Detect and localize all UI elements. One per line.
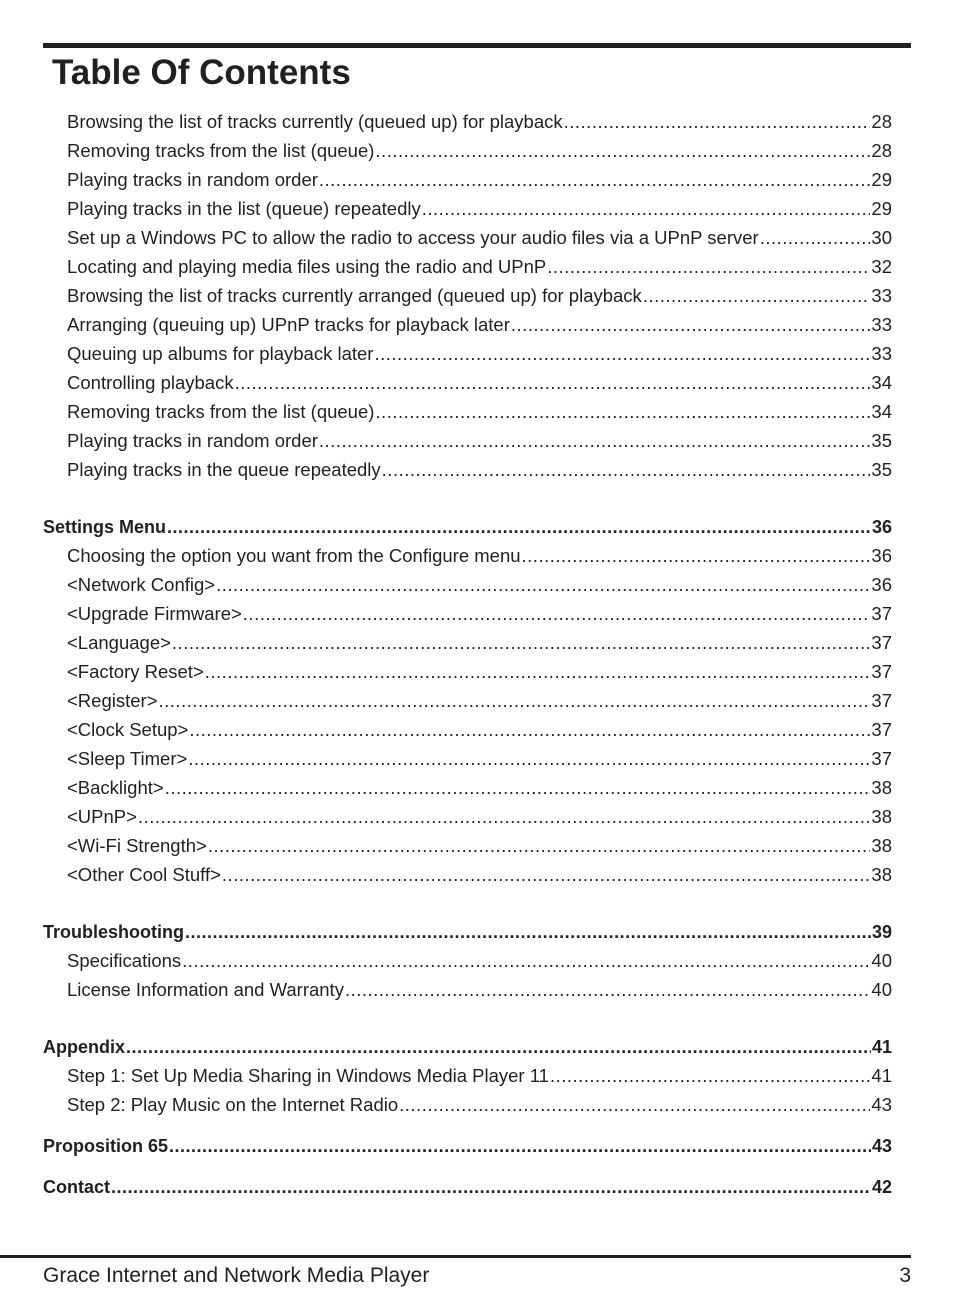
- toc-entry-label: <Other Cool Stuff>: [67, 864, 221, 885]
- dot-leader: [182, 947, 870, 975]
- toc-entry-page-number: 35: [871, 459, 892, 480]
- toc-entry-label: Set up a Windows PC to allow the radio to access your audio files via a UPnP server: [67, 227, 759, 248]
- toc-entry-label: Appendix: [43, 1037, 126, 1057]
- toc-entry-label: <Factory Reset>: [67, 661, 204, 682]
- toc-entry-page-number: 39: [871, 922, 892, 942]
- dot-leader: [235, 369, 871, 397]
- toc-entry[interactable]: [67, 947, 892, 975]
- toc-entry[interactable]: [67, 398, 892, 426]
- toc-entry[interactable]: [67, 427, 892, 455]
- toc-entry[interactable]: [67, 542, 892, 570]
- toc-entry-label: <Sleep Timer>: [67, 748, 188, 769]
- dot-leader: [208, 832, 871, 860]
- toc-entry[interactable]: [67, 1062, 892, 1090]
- dot-leader: [165, 774, 871, 802]
- toc-section-entry[interactable]: [43, 1173, 892, 1201]
- toc-entry-label: <Language>: [67, 632, 171, 653]
- toc-entry-label: Step 2: Play Music on the Internet Radio: [67, 1094, 399, 1115]
- toc-entry-label: Controlling playback: [67, 372, 234, 393]
- toc-entry-page-number: 37: [871, 661, 892, 682]
- toc-entry-label: <Network Config>: [67, 574, 216, 595]
- footer-document-title: Grace Internet and Network Media Player: [43, 1264, 430, 1287]
- dot-leader: [167, 513, 871, 541]
- toc-entry-page-number: 38: [871, 835, 892, 856]
- toc-entry-page-number: 40: [871, 979, 892, 1000]
- toc-entry[interactable]: [67, 1091, 892, 1119]
- dot-leader: [643, 282, 871, 310]
- toc-entry-label: License Information and Warranty: [67, 979, 344, 1000]
- dot-leader: [172, 629, 871, 657]
- toc-entry-label: Step 1: Set Up Media Sharing in Windows Media Player 11: [67, 1065, 549, 1086]
- toc-entry-label: Playing tracks in the queue repeatedly: [67, 459, 381, 480]
- toc-entry-label: Playing tracks in random order: [67, 430, 318, 451]
- toc-entry-label: Proposition 65: [43, 1136, 169, 1156]
- dot-leader: [319, 427, 871, 455]
- toc-entry-label: Queuing up albums for playback later: [67, 343, 374, 364]
- dot-leader: [522, 542, 871, 570]
- dot-leader: [550, 1062, 870, 1090]
- toc-entry-page-number: 37: [871, 719, 892, 740]
- toc-entry-page-number: 30: [871, 227, 892, 248]
- toc-entry-page-number: 38: [871, 777, 892, 798]
- toc-entry-label: <UPnP>: [67, 806, 137, 827]
- toc-entry-page-number: 37: [871, 690, 892, 711]
- toc-entry-label: Choosing the option you want from the Configure menu: [67, 545, 521, 566]
- dot-leader: [760, 224, 871, 252]
- toc-entry-label: Settings Menu: [43, 517, 167, 537]
- toc-entry[interactable]: [67, 745, 892, 773]
- toc-entry-page-number: 40: [871, 950, 892, 971]
- dot-leader: [375, 398, 870, 426]
- dot-leader: [511, 311, 871, 339]
- toc-entry[interactable]: [67, 369, 892, 397]
- toc-entry[interactable]: [67, 774, 892, 802]
- toc-entry-label: Arranging (queuing up) UPnP tracks for playback later: [67, 314, 510, 335]
- toc-entry[interactable]: [67, 456, 892, 484]
- toc-entry[interactable]: [67, 137, 892, 165]
- dot-leader: [205, 658, 871, 686]
- toc-entry-label: <Upgrade Firmware>: [67, 603, 242, 624]
- toc-entry[interactable]: [67, 282, 892, 310]
- dot-leader: [243, 600, 871, 628]
- page-title: Table Of Contents: [52, 53, 351, 92]
- dot-leader: [382, 456, 871, 484]
- toc-entry-page-number: 37: [871, 748, 892, 769]
- dot-leader: [189, 716, 870, 744]
- toc-entry-page-number: 29: [871, 198, 892, 219]
- toc-entry-page-number: 41: [871, 1065, 892, 1086]
- toc-entry-page-number: 32: [871, 256, 892, 277]
- toc-entry-page-number: 35: [871, 430, 892, 451]
- toc-entry-label: Troubleshooting: [43, 922, 184, 942]
- dot-leader: [138, 803, 870, 831]
- dot-leader: [159, 687, 871, 715]
- footer-page-number: 3: [899, 1264, 911, 1287]
- toc-entry-page-number: 38: [871, 806, 892, 827]
- toc-entry[interactable]: [67, 861, 892, 889]
- toc-entry[interactable]: [67, 658, 892, 686]
- toc-entry-page-number: 43: [871, 1136, 892, 1156]
- dot-leader: [185, 918, 871, 946]
- toc-entry[interactable]: [67, 803, 892, 831]
- toc-entry-label: Browsing the list of tracks currently (queued up) for playback: [67, 111, 563, 132]
- toc-section-entry[interactable]: [43, 513, 892, 541]
- dot-leader: [374, 340, 870, 368]
- toc-entry-label: <Backlight>: [67, 777, 164, 798]
- dot-leader: [126, 1033, 871, 1061]
- toc-entry-page-number: 42: [871, 1177, 892, 1197]
- toc-entry-page-number: 34: [871, 372, 892, 393]
- toc-entry-label: <Register>: [67, 690, 158, 711]
- toc-entry-page-number: 29: [871, 169, 892, 190]
- dot-leader: [375, 137, 870, 165]
- dot-leader: [345, 976, 870, 1004]
- toc-entry[interactable]: [67, 832, 892, 860]
- toc-entry[interactable]: [67, 311, 892, 339]
- toc-entry-page-number: 28: [871, 140, 892, 161]
- toc-entry-page-number: 37: [871, 603, 892, 624]
- toc-entry-label: Removing tracks from the list (queue): [67, 140, 375, 161]
- toc-entry[interactable]: [67, 629, 892, 657]
- toc-entry-label: Browsing the list of tracks currently arranged (queued up) for playback: [67, 285, 642, 306]
- dot-leader: [319, 166, 871, 194]
- dot-leader: [111, 1173, 871, 1201]
- toc-section-entry[interactable]: [43, 1132, 892, 1160]
- toc-entry-page-number: 28: [871, 111, 892, 132]
- toc-entry[interactable]: [67, 600, 892, 628]
- toc-entry[interactable]: [67, 687, 892, 715]
- toc-entry-label: Specifications: [67, 950, 182, 971]
- toc-entry-page-number: 36: [871, 545, 892, 566]
- dot-leader: [222, 861, 871, 889]
- toc-entry-label: <Wi-Fi Strength>: [67, 835, 207, 856]
- toc-entry-label: <Clock Setup>: [67, 719, 189, 740]
- toc-entry[interactable]: [67, 340, 892, 368]
- toc-entry[interactable]: [67, 716, 892, 744]
- toc-section-entry[interactable]: [43, 1033, 892, 1061]
- toc-entry-label: Contact: [43, 1177, 110, 1197]
- toc-entry[interactable]: [67, 195, 892, 223]
- dot-leader: [547, 253, 870, 281]
- dot-leader: [422, 195, 871, 223]
- toc-entry-page-number: 36: [871, 574, 892, 595]
- toc-entry-page-number: 33: [871, 343, 892, 364]
- dot-leader: [564, 108, 871, 136]
- toc-entry-page-number: 38: [871, 864, 892, 885]
- dot-leader: [188, 745, 870, 773]
- toc-entry[interactable]: [67, 224, 892, 252]
- toc-entry-page-number: 37: [871, 632, 892, 653]
- toc-entry-page-number: 43: [871, 1094, 892, 1115]
- toc-entry-label: Removing tracks from the list (queue): [67, 401, 375, 422]
- toc-entry-page-number: 36: [871, 517, 892, 537]
- top-rule: [43, 43, 911, 48]
- dot-leader: [169, 1132, 871, 1160]
- toc-entry[interactable]: [67, 976, 892, 1004]
- toc-section-entry[interactable]: [43, 918, 892, 946]
- toc-entry[interactable]: [67, 166, 892, 194]
- toc-entry-label: Playing tracks in the list (queue) repeatedly: [67, 198, 421, 219]
- toc-entry[interactable]: [67, 571, 892, 599]
- toc-entry[interactable]: [67, 253, 892, 281]
- dot-leader: [216, 571, 870, 599]
- toc-entry-page-number: 34: [871, 401, 892, 422]
- footer-rule: [0, 1255, 911, 1258]
- toc-entry[interactable]: [67, 108, 892, 136]
- toc-entry-page-number: 33: [871, 285, 892, 306]
- toc-entry-label: Locating and playing media files using the radio and UPnP: [67, 256, 547, 277]
- toc-entry-page-number: 41: [871, 1037, 892, 1057]
- toc-entry-label: Playing tracks in random order: [67, 169, 318, 190]
- dot-leader: [399, 1091, 870, 1119]
- toc-entry-page-number: 33: [871, 314, 892, 335]
